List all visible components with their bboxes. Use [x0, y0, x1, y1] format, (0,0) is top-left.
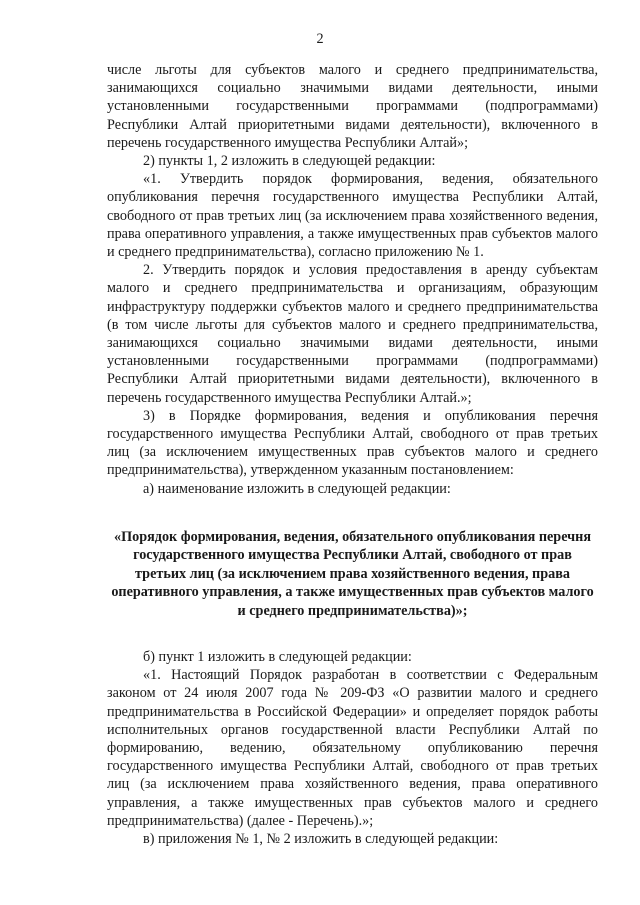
paragraph-subitem-b: б) пункт 1 изложить в следующей редакции: — [143, 648, 412, 665]
paragraph-continuation: числе льготы для субъектов малого и среднего предпринимательства, занимающихся социально значимыми видами деятельности, иными установленными государственными программами (подпрограммами) Республики Алтай приоритетными видами деятельности), включенного в перечень государственного имущества Республики Алтай»; — [107, 62, 598, 151]
paragraph-subitem-v: в) приложения № 1, № 2 изложить в следующей редакции: — [143, 830, 499, 847]
paragraph-point-1: «1. Настоящий Порядок разработан в соответствии с Федеральным законом от 24 июля 2007 года № 209-ФЗ «О развитии малого и среднего предпринимательства в Российской Федерации» и определяет порядок работы исполнительных органов государственной власти Республики Алтай по формированию, ведению, обязательному опубликованию перечня государственного имущества Республики Алтай, свободного от прав третьих лиц (за исключением права хозяйственного ведения, права оперативного управления, а также имущественных прав субъектов малого и среднего предпринимательства) (далее - Перечень).»; — [107, 667, 598, 829]
document-body — [107, 61, 598, 848]
paragraph-item-2: 2) пункты 1, 2 изложить в следующей редакции: — [143, 153, 436, 170]
paragraph-clause-1: «1. Утвердить порядок формирования, ведения, обязательного опубликования перечня государственного имущества Республики Алтай, свободного от прав третьих лиц (за исключением права хозяйственного ведения, права оперативного управления, а также имущественных прав субъектов малого и среднего предпринимательства), согласно приложению № 1. — [107, 171, 598, 261]
paragraph-subitem-a: а) наименование изложить в следующей редакции: — [143, 480, 451, 497]
page-number: 2 — [316, 31, 324, 47]
section-heading: «Порядок формирования, ведения, обязательного опубликования перечня государственного имущества Республики Алтай, свободного от прав третьих лиц (за исключением права хозяйственного ведения, права оперативного управления, а также имущественных прав субъектов малого и среднего предпринимательства)»; — [111, 528, 594, 619]
paragraph-clause-2: 2. Утвердить порядок и условия предоставления в аренду субъектам малого и среднего предпринимательства и организациям, образующим инфраструктуру поддержки субъектов малого и среднего предпринимательства (в том числе льготы для субъектов малого и среднего предпринимательства, занимающихся социально значимыми видами деятельности, иными установленными государственными программами (подпрограммами) Республики Алтай приоритетными видами деятельности), включенного в перечень государственного имущества Республики Алтай.»; — [107, 262, 598, 406]
paragraph-item-3: 3) в Порядке формирования, ведения и опубликования перечня государственного имущества Республики Алтай, свободного от прав третьих лиц (за исключением имущественных прав субъектов малого и среднего предпринимательства), утвержденном указанным постановлением: — [107, 407, 598, 479]
